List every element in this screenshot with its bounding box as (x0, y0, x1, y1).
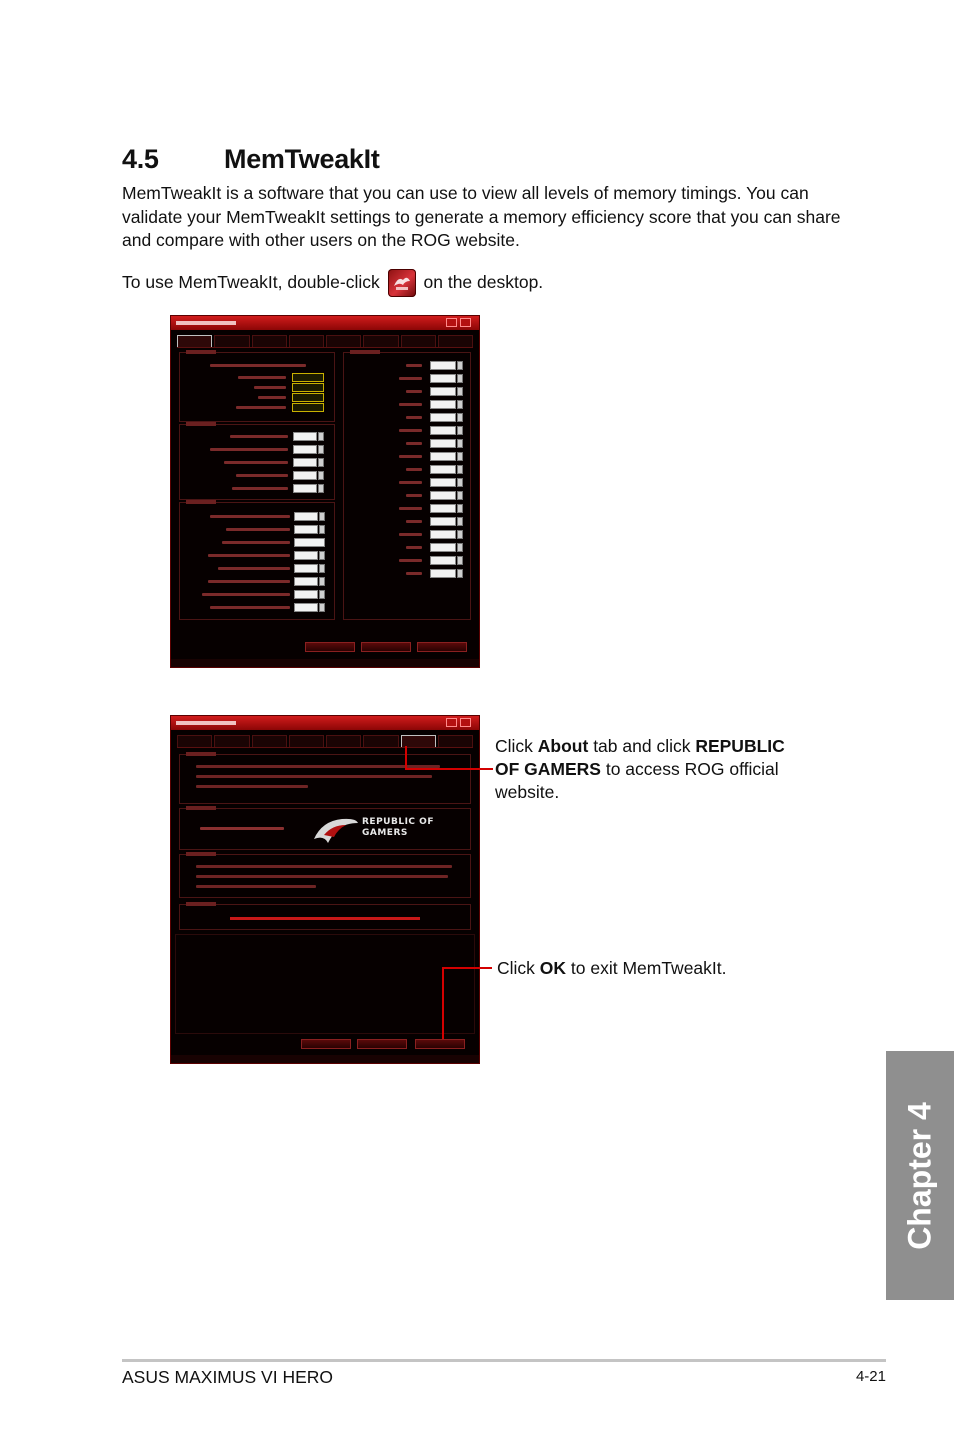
row-label-graphic (406, 494, 422, 497)
status-bar (171, 659, 479, 667)
caution-group (179, 904, 471, 930)
spin-control (457, 439, 463, 448)
row-label-graphic (236, 406, 286, 409)
intro-paragraph: MemTweakIt is a software that you can use to view all levels of memory timings. You can validate your MemTweakIt settings to generate a memory efficiency score that you can share and compare with other users on the ROG website. (122, 183, 841, 250)
value-field (430, 556, 456, 565)
value-field (430, 478, 456, 487)
row-label-graphic (406, 468, 422, 471)
footer-rule (122, 1359, 886, 1362)
spin-control (319, 603, 325, 612)
spin-control (457, 517, 463, 526)
value-field (294, 590, 318, 599)
spin-control (457, 387, 463, 396)
row-label-graphic (406, 390, 422, 393)
tab-graphic (289, 735, 324, 747)
disclaimer-group (179, 854, 471, 898)
spin-control (457, 426, 463, 435)
tab-graphic (252, 335, 287, 347)
validate-button-graphic (301, 1039, 351, 1049)
ok-button-graphic (415, 1039, 465, 1049)
row-label-graphic (208, 580, 290, 583)
text-line-graphic (196, 785, 308, 788)
spin-control (457, 569, 463, 578)
value-field (430, 465, 456, 474)
value-field (430, 400, 456, 409)
value-field (430, 387, 456, 396)
section-heading (122, 144, 380, 175)
tab-graphic (438, 735, 473, 747)
spin-control (457, 491, 463, 500)
value-field (294, 525, 318, 534)
callout-text: Click (497, 958, 540, 978)
row-label-graphic (406, 364, 422, 367)
text-line-graphic (196, 775, 432, 778)
value-field (430, 543, 456, 552)
apply-button-graphic (361, 642, 411, 652)
row-label-graphic (218, 567, 290, 570)
instruction-paragraph (122, 268, 842, 297)
row-label-graphic (406, 572, 422, 575)
spin-control (457, 465, 463, 474)
rog-logo-line1: REPUBLIC OF (362, 817, 434, 827)
empty-panel (175, 934, 475, 1034)
caution-text-graphic (230, 917, 420, 920)
row-label-graphic (208, 554, 290, 557)
value-field (430, 413, 456, 422)
tab-graphic (214, 335, 249, 347)
tab-graphic (326, 735, 361, 747)
spin-control (318, 458, 324, 467)
row-label-graphic (210, 448, 288, 451)
chapter-side-tab (886, 1051, 954, 1300)
group-label-graphic (186, 350, 216, 354)
about-callout-leader-vertical (405, 746, 407, 769)
minimize-icon (446, 318, 457, 327)
row-label-graphic (210, 606, 290, 609)
spin-control (457, 361, 463, 370)
callout-text: to exit MemTweakIt. (566, 958, 727, 978)
row-label-graphic (222, 541, 290, 544)
value-field (292, 383, 324, 392)
row-label-graphic (226, 528, 290, 531)
minimize-icon (446, 718, 457, 727)
tab-graphic (252, 735, 287, 747)
spin-control (457, 543, 463, 552)
memtweakit-window-timings-screenshot (170, 315, 480, 668)
tab-graphic (177, 735, 212, 747)
callout-text: Click (495, 736, 538, 756)
spin-control (457, 504, 463, 513)
window-title-graphic (176, 721, 236, 725)
spin-control (318, 432, 324, 441)
row-label-graphic (224, 461, 288, 464)
spin-control (319, 590, 325, 599)
spin-control (319, 512, 325, 521)
primary-timings-group (179, 424, 335, 500)
value-field (430, 517, 456, 526)
instruction-text-after: on the desktop. (423, 272, 544, 292)
rog-logo-line2: GAMERS (362, 828, 408, 838)
spin-control (457, 478, 463, 487)
spin-control (318, 471, 324, 480)
value-field (430, 530, 456, 539)
tab-graphic (177, 335, 212, 347)
text-line-graphic (196, 765, 440, 768)
callout-text: tab and click (588, 736, 696, 756)
row-label-graphic (254, 386, 286, 389)
row-label-graphic (230, 435, 288, 438)
value-field (292, 403, 324, 412)
ok-callout-leader-vertical (442, 967, 444, 1039)
spin-control (318, 445, 324, 454)
tab-graphic (401, 335, 436, 347)
tab-graphic (326, 335, 361, 347)
row-label-graphic (399, 481, 422, 484)
spin-control (457, 400, 463, 409)
rog-logo-text[interactable] (362, 817, 434, 839)
row-label-graphic (406, 442, 422, 445)
row-label-graphic (399, 507, 422, 510)
callout-text: to access ROG official website. (495, 759, 779, 802)
spin-control (457, 556, 463, 565)
row-label-graphic (202, 593, 290, 596)
tab-graphic (363, 335, 398, 347)
validate-button-graphic (305, 642, 355, 652)
ok-callout-leader-horizontal (442, 967, 492, 969)
row-label-graphic (399, 429, 422, 432)
row-label-graphic (406, 546, 422, 549)
spin-control (319, 551, 325, 560)
value-field (293, 445, 317, 454)
footer-page-number: 4-21 (855, 1368, 886, 1385)
spin-control (457, 374, 463, 383)
group-label-graphic (186, 500, 216, 504)
version-group (179, 808, 471, 850)
callout-bold-rog: REPUBLIC OF GAMERS (495, 736, 785, 779)
callout-bold-ok: OK (539, 958, 567, 978)
window-tabs (177, 735, 473, 748)
tab-graphic (214, 735, 249, 747)
tab-graphic (289, 335, 324, 347)
group-label-graphic (186, 806, 216, 810)
value-field (430, 361, 456, 370)
value-field (430, 452, 456, 461)
window-titlebar (171, 716, 479, 730)
tab-graphic (438, 335, 473, 347)
about-callout-text (495, 735, 795, 804)
spin-control (318, 484, 324, 493)
general-group (179, 352, 335, 422)
value-field (294, 564, 318, 573)
tab-graphic (363, 735, 398, 747)
section-title: MemTweakIt (224, 144, 380, 174)
tertiary-timings-group (343, 352, 471, 620)
value-field (294, 551, 318, 560)
window-title-graphic (176, 321, 236, 325)
row-label-graphic (210, 364, 306, 367)
group-label-graphic (186, 902, 216, 906)
about-group (179, 754, 471, 804)
row-label-graphic (236, 474, 288, 477)
ok-callout-text (497, 957, 797, 980)
text-line-graphic (196, 875, 448, 878)
chapter-label: Chapter 4 (901, 1101, 938, 1250)
instruction-text-before: To use MemTweakIt, double-click (122, 272, 380, 292)
ok-button-graphic (417, 642, 467, 652)
value-field (294, 577, 318, 586)
value-field (430, 439, 456, 448)
value-field (292, 373, 324, 382)
row-label-graphic (406, 416, 422, 419)
row-label-graphic (399, 403, 422, 406)
group-label-graphic (186, 752, 216, 756)
text-line-graphic (200, 827, 284, 830)
callout-bold-about: About (537, 736, 589, 756)
value-field (294, 603, 318, 612)
value-field (293, 471, 317, 480)
group-label-graphic (186, 852, 216, 856)
row-label-graphic (210, 515, 290, 518)
row-label-graphic (399, 533, 422, 536)
value-field (293, 484, 317, 493)
value-field (294, 538, 325, 547)
memtweakit-app-icon[interactable] (388, 269, 416, 297)
value-field (430, 426, 456, 435)
value-field (293, 458, 317, 467)
close-icon (460, 718, 471, 727)
value-field (292, 393, 324, 402)
row-label-graphic (399, 455, 422, 458)
about-callout-leader-horizontal (405, 768, 493, 770)
row-label-graphic (232, 487, 288, 490)
footer-product: ASUS MAXIMUS VI HERO (122, 1367, 334, 1387)
text-line-graphic (196, 865, 452, 868)
close-icon (460, 318, 471, 327)
group-label-graphic (350, 350, 380, 354)
section-number: 4.5 (122, 144, 159, 174)
value-field (294, 512, 318, 521)
rog-logo-icon (312, 813, 360, 845)
value-field (430, 569, 456, 578)
apply-button-graphic (357, 1039, 407, 1049)
spin-control (457, 452, 463, 461)
secondary-timings-group (179, 502, 335, 620)
spin-control (319, 564, 325, 573)
row-label-graphic (399, 377, 422, 380)
value-field (293, 432, 317, 441)
row-label-graphic (406, 520, 422, 523)
spin-control (319, 525, 325, 534)
spin-control (457, 530, 463, 539)
group-label-graphic (186, 422, 216, 426)
spin-control (457, 413, 463, 422)
row-label-graphic (258, 396, 286, 399)
spin-control (319, 577, 325, 586)
row-label-graphic (238, 376, 286, 379)
value-field (430, 491, 456, 500)
window-tabs (177, 335, 473, 348)
text-line-graphic (196, 885, 316, 888)
value-field (430, 374, 456, 383)
status-bar (171, 1055, 479, 1063)
value-field (430, 504, 456, 513)
row-label-graphic (399, 559, 422, 562)
window-titlebar (171, 316, 479, 330)
